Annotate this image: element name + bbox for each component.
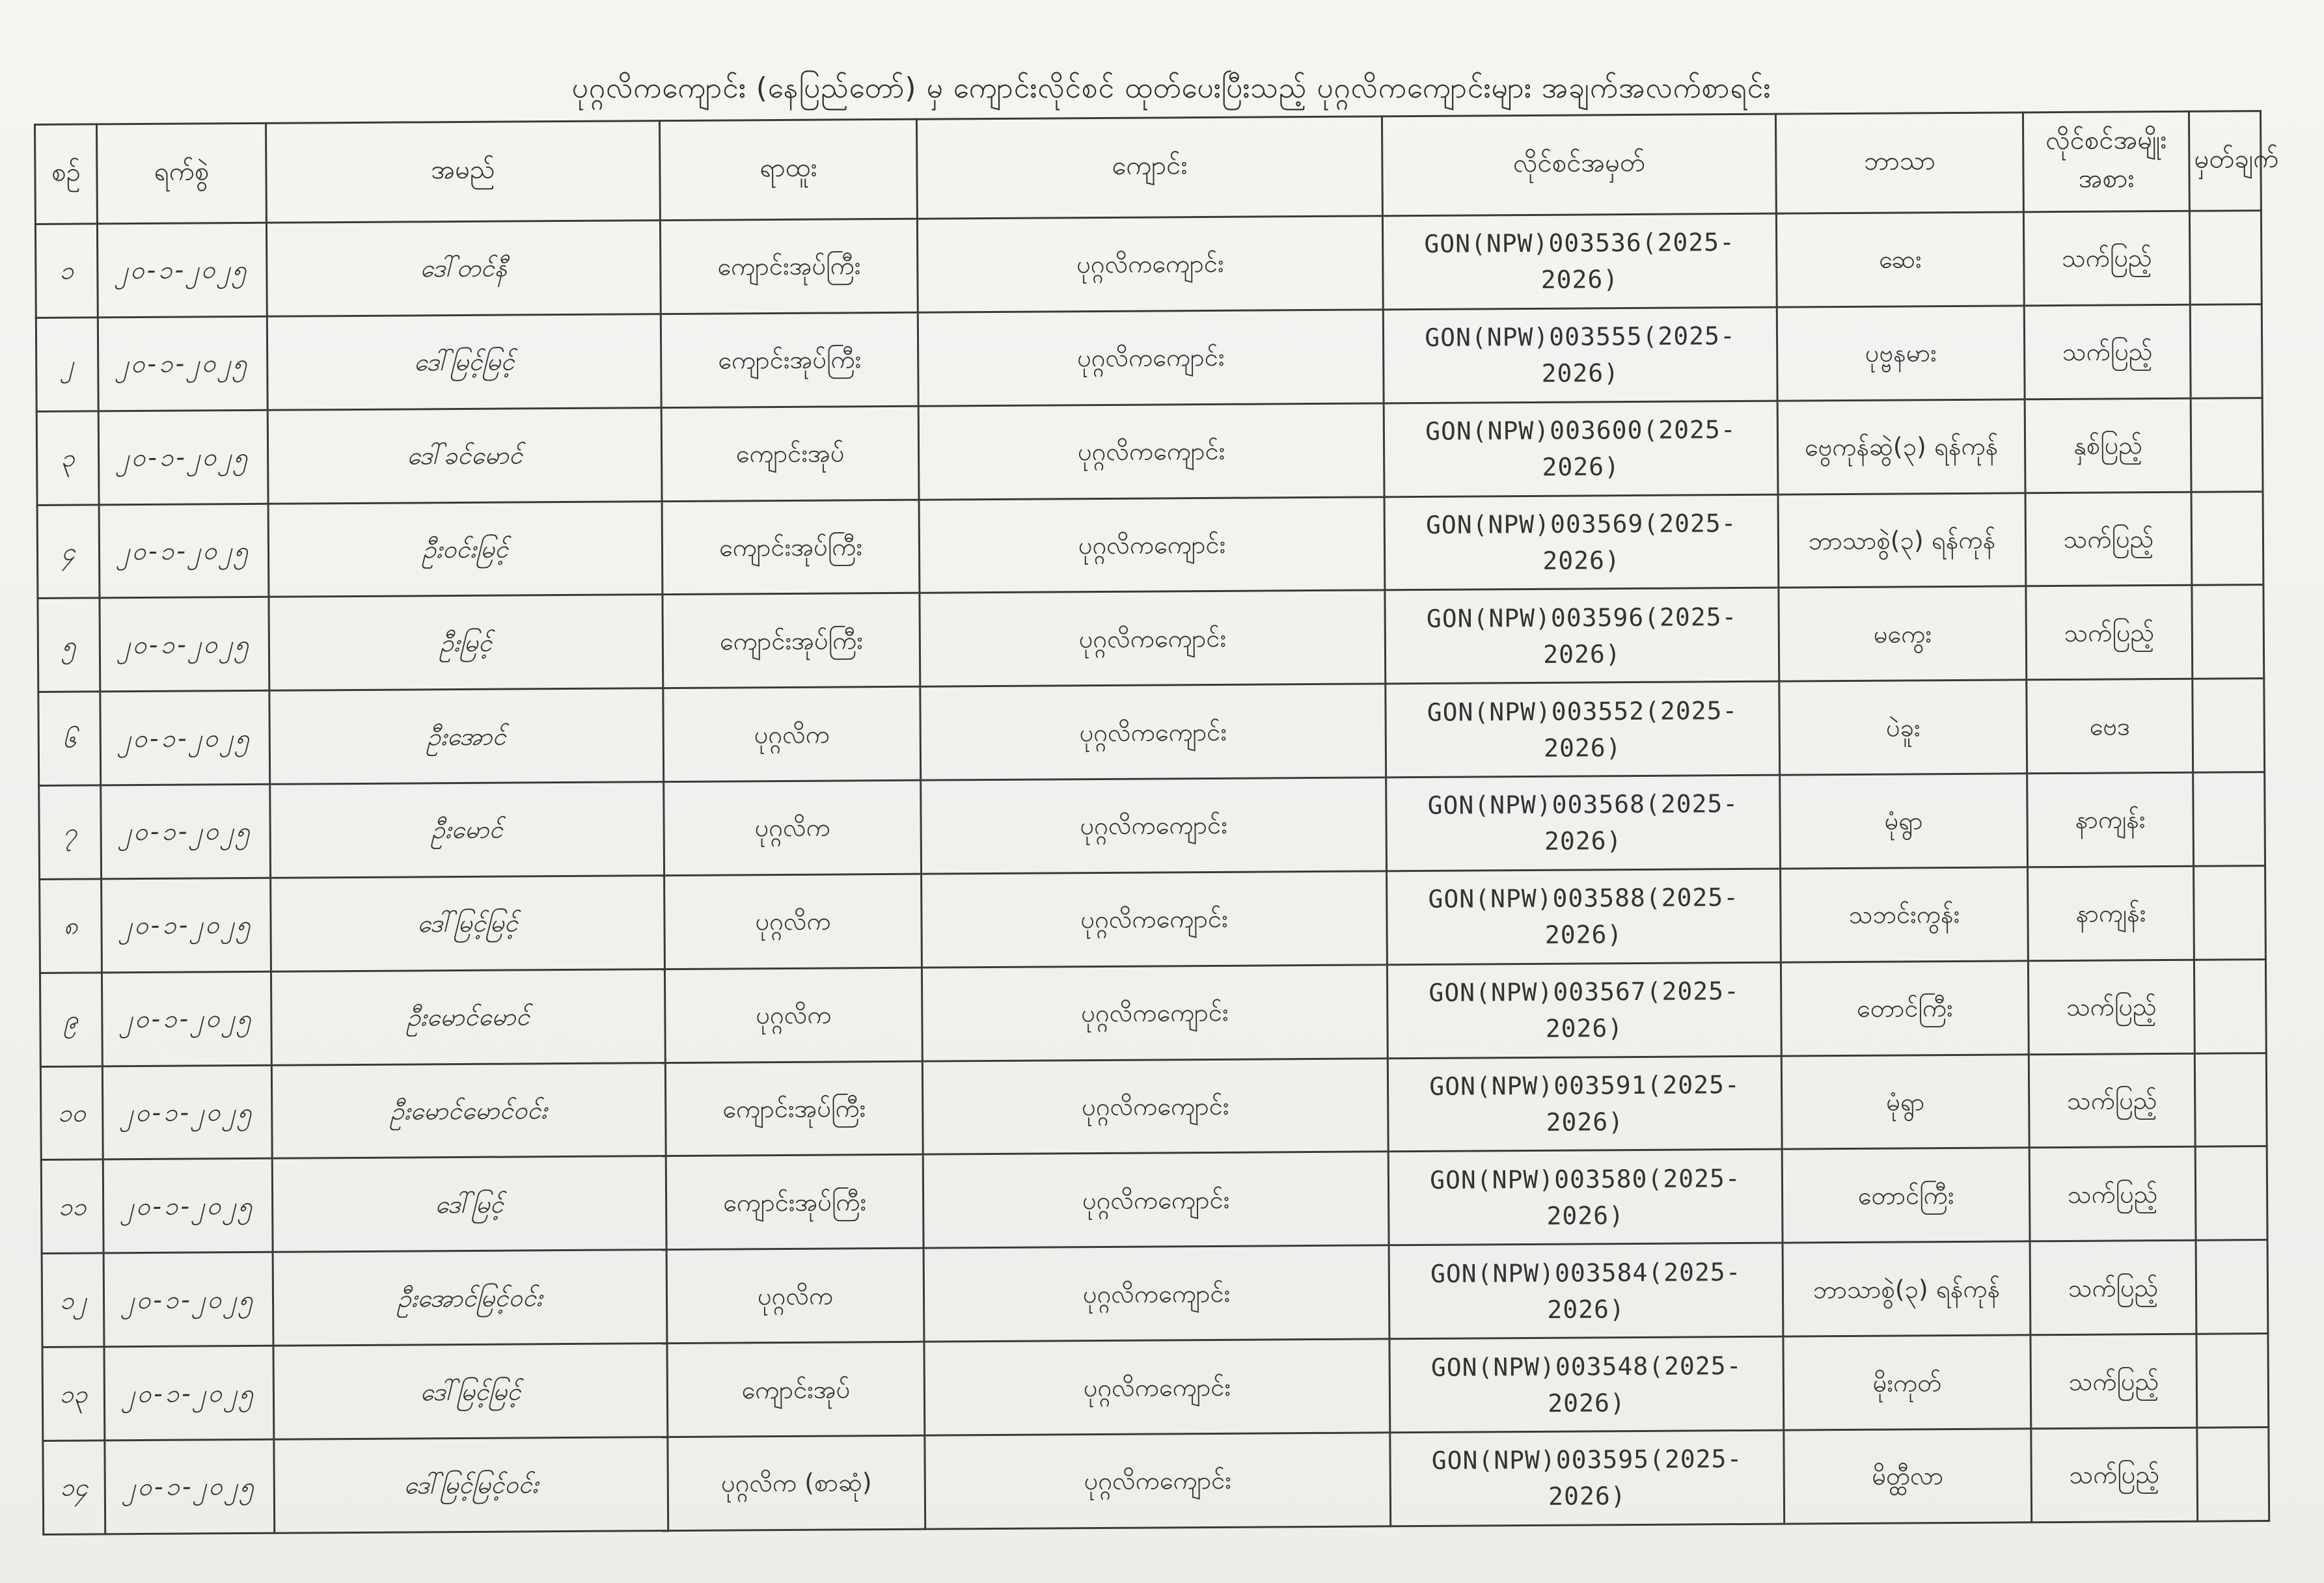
row-date: ၂၀-၁-၂၀၂၅ <box>103 1252 273 1347</box>
row-position: ကျောင်းအုပ်ကြီး <box>661 312 918 407</box>
row-position: ကျောင်းအုပ်ကြီး <box>666 1155 923 1250</box>
row-name: ဒေါ်မြင့်မြင့် <box>271 876 665 972</box>
row-school: ပုဂ္ဂလိကကျောင်း <box>921 778 1387 874</box>
row-number: ၂ <box>36 318 98 411</box>
row-school: ပုဂ္ဂလိကကျောင်း <box>920 684 1386 780</box>
table-row <box>43 1427 2269 1535</box>
row-name: ဒေါ်တင်နီ <box>266 221 661 317</box>
row-license-number: GON(NPW)003552(2025-2026) <box>1386 681 1780 778</box>
row-license-type: သက်ပြည့် <box>2031 1427 2198 1522</box>
table-row <box>41 1146 2267 1254</box>
row-name: ဦးမြင့် <box>269 595 663 691</box>
row-position: ပုဂ္ဂလိက <box>664 967 922 1062</box>
table-row <box>40 1053 2267 1160</box>
row-date: ၂၀-၁-၂၀၂၅ <box>102 971 271 1066</box>
row-number: ၄ <box>37 504 100 598</box>
row-school: ပုဂ္ဂလိကကျောင်း <box>922 965 1388 1061</box>
row-remark <box>2191 491 2263 586</box>
table-row <box>40 865 2266 973</box>
row-subject: မုံရွာ <box>1780 774 2028 869</box>
row-license-number: GON(NPW)003555(2025-2026) <box>1383 307 1777 403</box>
row-date: ၂၀-၁-၂၀၂၅ <box>100 597 269 692</box>
row-date: ၂၀-၁-၂၀၂၅ <box>99 504 269 598</box>
row-license-number: GON(NPW)003600(2025-2026) <box>1384 401 1778 497</box>
row-date: ၂၀-၁-၂၀၂၅ <box>98 316 267 411</box>
row-position: ကျောင်းအုပ်ကြီး <box>663 593 920 688</box>
row-subject: မုံရွာ <box>1781 1054 2029 1149</box>
row-subject: ဗွေကုန်ဆွဲ(၃) ရန်ကုန် <box>1777 399 2025 494</box>
header-position: ရာထူး <box>659 119 917 220</box>
row-number: ၈ <box>40 879 102 973</box>
row-remark <box>2193 772 2265 867</box>
row-school: ပုဂ္ဂလိကကျောင်း <box>918 310 1384 406</box>
row-date: ၂၀-၁-၂၀၂၅ <box>102 1065 272 1159</box>
row-license-type: နာကျန်း <box>2027 772 2194 867</box>
row-remark <box>2196 1334 2269 1428</box>
row-number: ၁၂ <box>42 1253 104 1347</box>
row-name: ဦးမောင်မောင် <box>271 969 665 1065</box>
table-row <box>38 679 2265 786</box>
row-name: ဒေါ်မြင့်မြင့်ဝင်း <box>274 1437 668 1534</box>
header-no: စဉ် <box>35 124 98 224</box>
row-date: ၂၀-၁-၂၀၂၅ <box>105 1439 275 1534</box>
row-position: ပုဂ္ဂလိက <box>666 1248 924 1343</box>
row-subject: ပုဗ္ဗနမား <box>1777 306 2025 401</box>
row-date: ၂၀-၁-၂၀၂၅ <box>102 878 271 972</box>
header-name: အမည် <box>266 121 661 223</box>
row-license-number: GON(NPW)003588(2025-2026) <box>1387 869 1781 965</box>
row-position: ကျောင်းအုပ် <box>667 1342 925 1437</box>
row-school: ပုဂ္ဂလိကကျောင်း <box>918 403 1384 500</box>
row-school: ပုဂ္ဂလိကကျောင်း <box>922 1058 1388 1154</box>
row-subject: ဘာသာစွဲ(၃) ရန်ကုန် <box>1783 1241 2030 1336</box>
row-position: ပုဂ္ဂလိက (စာဆုံ) <box>668 1435 925 1530</box>
row-license-number: GON(NPW)003580(2025-2026) <box>1388 1150 1783 1246</box>
row-license-number: GON(NPW)003584(2025-2026) <box>1389 1243 1783 1339</box>
row-name: ဒေါ်မြင့်မြင့် <box>267 314 661 410</box>
row-remark <box>2197 1427 2269 1522</box>
row-remark <box>2193 679 2265 773</box>
row-subject: မိုးကုတ် <box>1783 1335 2031 1430</box>
row-remark <box>2192 585 2264 679</box>
row-license-type: သက်ပြည့် <box>2030 1241 2196 1335</box>
row-number: ၇ <box>39 785 102 879</box>
row-remark <box>2195 1146 2267 1241</box>
row-position: ကျောင်းအုပ်ကြီး <box>665 1061 923 1156</box>
row-subject: သဘင်းကွန်း <box>1781 867 2029 962</box>
row-name: ဦးမောင်မောင်ဝင်း <box>271 1062 666 1159</box>
row-license-number: GON(NPW)003591(2025-2026) <box>1388 1056 1782 1152</box>
row-subject: မိတ္ထီလာ <box>1784 1429 2032 1524</box>
row-license-type: သက်ပြည့် <box>2028 960 2194 1054</box>
row-name: ဦးမောင် <box>270 782 664 878</box>
row-subject: ဆေး <box>1776 212 2024 307</box>
row-remark <box>2194 1053 2267 1147</box>
row-subject: တောင်ကြီး <box>1781 961 2029 1056</box>
row-name: ဒေါ်ခင်မောင် <box>267 407 662 504</box>
row-date: ၂၀-၁-၂၀၂၅ <box>101 784 271 878</box>
table-row <box>42 1334 2269 1441</box>
row-date: ၂၀-၁-၂၀၂၅ <box>97 223 267 317</box>
row-school: ပုဂ္ဂလိကကျောင်း <box>923 1245 1389 1342</box>
table-row <box>42 1240 2268 1347</box>
row-remark <box>2189 211 2262 305</box>
row-school: ပုဂ္ဂလိကကျောင်း <box>917 216 1383 312</box>
row-school: ပုဂ္ဂလိကကျောင်း <box>923 1152 1389 1248</box>
row-license-type: နာကျန်း <box>2028 866 2194 960</box>
row-license-number: GON(NPW)003595(2025-2026) <box>1390 1430 1784 1526</box>
row-number: ၉ <box>40 973 102 1066</box>
row-number: ၁ <box>35 224 98 318</box>
header-remark: မှတ်ချက် <box>2189 111 2261 211</box>
row-position: ပုဂ္ဂလိက <box>664 874 922 969</box>
row-school: ပုဂ္ဂလိကကျောင်း <box>925 1433 1391 1529</box>
table-row <box>36 398 2263 505</box>
row-remark <box>2190 304 2262 398</box>
table-row <box>39 772 2265 880</box>
row-school: ပုဂ္ဂလိကကျောင်း <box>924 1339 1390 1435</box>
row-license-number: GON(NPW)003536(2025-2026) <box>1382 213 1777 310</box>
header-license-type: လိုင်စင်အမျိုးအစား <box>2023 111 2189 212</box>
row-number: ၃ <box>36 411 99 505</box>
license-register-table <box>34 110 2279 1536</box>
row-license-type: သက်ပြည့် <box>2029 1147 2196 1241</box>
row-name: ဒေါ်မြင့် <box>272 1156 666 1252</box>
row-license-type: သက်ပြည့် <box>2026 586 2193 680</box>
row-number: ၁၁ <box>41 1159 103 1253</box>
row-name: ဦးအောင် <box>269 688 664 785</box>
row-license-type: သက်ပြည့် <box>2024 304 2191 399</box>
row-subject: တောင်ကြီး <box>1782 1148 2030 1243</box>
row-name: ဦးအောင်မြင့်ဝင်း <box>273 1250 667 1346</box>
row-license-type: သက်ပြည့် <box>2025 492 2192 586</box>
row-school: ပုဂ္ဂလိကကျောင်း <box>920 590 1386 686</box>
row-position: ကျောင်းအုပ် <box>661 406 919 501</box>
row-license-type: သက်ပြည့် <box>2030 1334 2197 1428</box>
row-license-type: သက်ပြည့် <box>2023 211 2190 305</box>
header-license-number: လိုင်စင်အမှတ် <box>1382 114 1776 216</box>
document-title: ပုဂ္ဂလိကကျောင်း (နေပြည်တော်) မှ ကျောင်းလိုင်စင် ထုတ်ပေးပြီးသည့် ပုဂ္ဂလိကကျောင်းများ အချက်အလက်စာရင်း <box>571 72 1771 105</box>
table-header-row <box>35 111 2262 224</box>
table-row <box>38 585 2264 692</box>
row-license-type: နှစ်ပြည့် <box>2025 398 2191 493</box>
row-remark <box>2196 1240 2268 1334</box>
row-remark <box>2191 398 2263 492</box>
row-subject: မကွေး <box>1779 586 2027 681</box>
row-date: ၂၀-၁-၂၀၂၅ <box>103 1159 273 1253</box>
row-license-number: GON(NPW)003548(2025-2026) <box>1389 1336 1784 1433</box>
header-subject: ဘာသာ <box>1775 113 2023 213</box>
row-license-number: GON(NPW)003569(2025-2026) <box>1384 494 1779 591</box>
row-number: ၁၃ <box>42 1347 105 1441</box>
row-remark <box>2194 959 2266 1053</box>
header-date: ရက်စွဲ <box>97 123 267 224</box>
row-subject: ပဲခူး <box>1779 680 2027 775</box>
row-remark <box>2194 865 2266 960</box>
row-license-type: ဗေဒ <box>2027 679 2193 773</box>
table-row <box>36 304 2262 411</box>
row-date: ၂၀-၁-၂၀၂၅ <box>104 1346 274 1440</box>
row-position: ကျောင်းအုပ်ကြီး <box>662 500 920 595</box>
row-number: ၁၄ <box>43 1441 105 1535</box>
table-row <box>40 959 2266 1066</box>
row-name: ဦးဝင်းမြင့် <box>268 501 663 597</box>
table-row <box>37 491 2263 599</box>
row-position: ပုဂ္ဂလိက <box>663 686 921 781</box>
row-school: ပုဂ္ဂလိကကျောင်း <box>922 871 1388 967</box>
row-license-type: သက်ပြည့် <box>2029 1053 2195 1148</box>
row-position: ပုဂ္ဂလိက <box>664 780 922 875</box>
row-number: ၅ <box>38 598 100 692</box>
row-license-number: GON(NPW)003567(2025-2026) <box>1387 962 1781 1059</box>
row-date: ၂၀-၁-၂၀၂၅ <box>98 410 268 504</box>
row-license-number: GON(NPW)003596(2025-2026) <box>1385 588 1779 684</box>
table-row <box>35 211 2262 318</box>
row-date: ၂၀-၁-၂၀၂၅ <box>100 691 270 785</box>
row-name: ဒေါ်မြင့်မြင့် <box>273 1344 668 1440</box>
row-school: ပုဂ္ဂလိကကျောင်း <box>919 496 1385 593</box>
row-number: ၁၀ <box>40 1066 103 1159</box>
row-position: ကျောင်းအုပ်ကြီး <box>660 219 918 314</box>
row-subject: ဘာသာစွဲ(၃) ရန်ကုန် <box>1778 493 2026 588</box>
row-number: ၆ <box>38 692 101 785</box>
row-license-number: GON(NPW)003568(2025-2026) <box>1386 775 1781 871</box>
header-school: ကျောင်း <box>916 116 1382 219</box>
